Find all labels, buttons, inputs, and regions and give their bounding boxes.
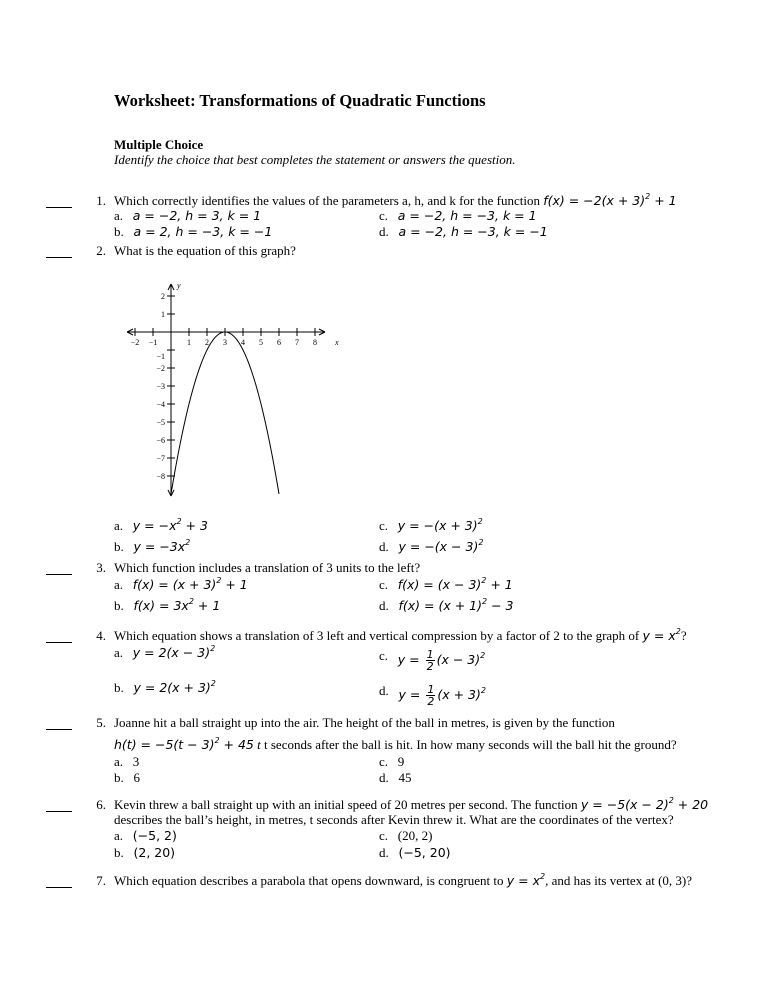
option-b[interactable]: b. 6 xyxy=(114,770,140,785)
parabola-curve xyxy=(171,332,279,494)
option-d[interactable]: d. a = −2, h = −3, k = −1 xyxy=(379,224,548,239)
question-number: 6. xyxy=(96,797,106,812)
x-tick-label: 4 xyxy=(241,338,245,347)
y-tick-label: −2 xyxy=(156,364,165,373)
option-a[interactable]: a. a = −2, h = 3, k = 1 xyxy=(114,208,262,223)
answer-blank-7[interactable] xyxy=(46,887,72,888)
option-a[interactable]: a. (−5, 2) xyxy=(114,828,177,843)
y-axis-label: y xyxy=(177,281,181,290)
x-tick-label: 1 xyxy=(187,338,191,347)
question-text: Joanne hit a ball straight up into the air. The height of the ball in metres, is given by the function xyxy=(114,715,615,730)
answer-blank-4[interactable] xyxy=(46,642,72,643)
y-tick-label: −4 xyxy=(156,400,165,409)
option-c[interactable]: c. 9 xyxy=(379,754,405,769)
question-number: 5. xyxy=(96,715,106,730)
option-b[interactable]: b. $y = 2(x + 3)^2$ xyxy=(114,679,216,695)
question-number: 7. xyxy=(96,873,106,888)
answer-blank-2[interactable] xyxy=(46,257,72,258)
question-number: 2. xyxy=(96,243,106,258)
option-c[interactable]: c. (20, 2) xyxy=(379,828,433,843)
option-a[interactable]: a. $f(x) = (x + 3)^2 + 1$ xyxy=(114,576,248,592)
option-d[interactable]: d. (−5, 20) xyxy=(379,845,451,860)
question-text: Which correctly identifies the values of the parameters a, h, and k for the function $f(x) = -2(x + 3)^2 + 1$ xyxy=(114,192,677,208)
y-tick-label: −7 xyxy=(156,454,165,463)
y-tick-label: 1 xyxy=(161,310,165,319)
y-tick-label: −5 xyxy=(156,418,165,427)
option-b[interactable]: b. $f(x) = 3x^2 + 1$ xyxy=(114,597,221,613)
x-tick-label: 7 xyxy=(295,338,299,347)
section-heading: Multiple Choice xyxy=(114,137,204,152)
y-tick-label: −8 xyxy=(156,472,165,481)
instructions: Identify the choice that best completes the statement or answers the question. xyxy=(114,152,516,167)
option-b[interactable]: b. a = 2, h = −3, k = −1 xyxy=(114,224,273,239)
option-d[interactable]: d. 45 xyxy=(379,770,412,785)
question-number: 3. xyxy=(96,560,106,575)
x-axis-label: x xyxy=(335,338,339,347)
x-tick-label: −2 xyxy=(130,338,140,347)
option-c[interactable]: c. y = $\frac{1}{2}$ $(x - 3)^2$ xyxy=(379,648,486,673)
question-number: 1. xyxy=(96,193,106,208)
question-function: $f(x) = -2(x + 3)^2 + 1$ xyxy=(543,192,677,208)
question-text: Which equation shows a translation of 3 left and vertical compression by a factor of 2 to the graph of $y = x^2$? xyxy=(114,627,687,643)
option-a[interactable]: a. $y = -x^2 + 3$ xyxy=(114,517,208,533)
y-tick-label: −1 xyxy=(156,352,165,361)
parabola-graph xyxy=(108,270,348,505)
x-tick-label: −1 xyxy=(148,338,158,347)
answer-blank-6[interactable] xyxy=(46,811,72,812)
x-tick-label: 5 xyxy=(259,338,263,347)
answer-blank-3[interactable] xyxy=(46,574,72,575)
option-d[interactable]: d. $f(x) = (x + 1)^2 - 3$ xyxy=(379,597,514,613)
x-tick-label: 8 xyxy=(313,338,317,347)
question-text-2: describes the ball’s height, in metres, t seconds after Kevin threw it. What are the coordinates of the vertex? xyxy=(114,812,674,827)
option-a[interactable]: a. 3 xyxy=(114,754,140,769)
question-text: Which function includes a translation of 3 units to the left? xyxy=(114,560,421,575)
question-text-2: $h(t) = -5(t - 3)^2 + 45$ t t seconds after the ball is hit. In how many seconds will the ball hit the ground? xyxy=(114,736,677,752)
question-text: Which equation describes a parabola that opens downward, is congruent to $y = x^2$, and has its vertex at (0, 3)? xyxy=(114,872,693,888)
answer-blank-1[interactable] xyxy=(46,207,72,208)
question-number: 4. xyxy=(96,628,106,643)
x-tick-label: 6 xyxy=(277,338,281,347)
page-title: Worksheet: Transformations of Quadratic Functions xyxy=(114,91,486,110)
y-tick-label: −3 xyxy=(156,382,165,391)
y-tick-label: −6 xyxy=(156,436,165,445)
option-a[interactable]: a. $y = 2(x - 3)^2$ xyxy=(114,644,216,660)
question-text: What is the equation of this graph? xyxy=(114,243,296,258)
option-c[interactable]: c. a = −2, h = −3, k = 1 xyxy=(379,208,537,223)
option-d[interactable]: d. $y = -(x - 3)^2$ xyxy=(379,538,484,554)
x-tick-label: 2 xyxy=(205,338,209,347)
option-d[interactable]: d. y = $\frac{1}{2}$ $(x + 3)^2$ xyxy=(379,683,486,708)
question-text: Kevin threw a ball straight up with an initial speed of 20 metres per second. The function $y = -5(x - 2)^2 + 20$ xyxy=(114,796,709,812)
option-b[interactable]: b. $y = -3x^2$ xyxy=(114,538,191,554)
option-c[interactable]: c. $f(x) = (x - 3)^2 + 1$ xyxy=(379,576,513,592)
x-tick-label: 3 xyxy=(223,338,227,347)
option-c[interactable]: c. $y = -(x + 3)^2$ xyxy=(379,517,483,533)
answer-blank-5[interactable] xyxy=(46,729,72,730)
y-tick-label: 2 xyxy=(161,292,165,301)
option-b[interactable]: b. (2, 20) xyxy=(114,845,176,860)
